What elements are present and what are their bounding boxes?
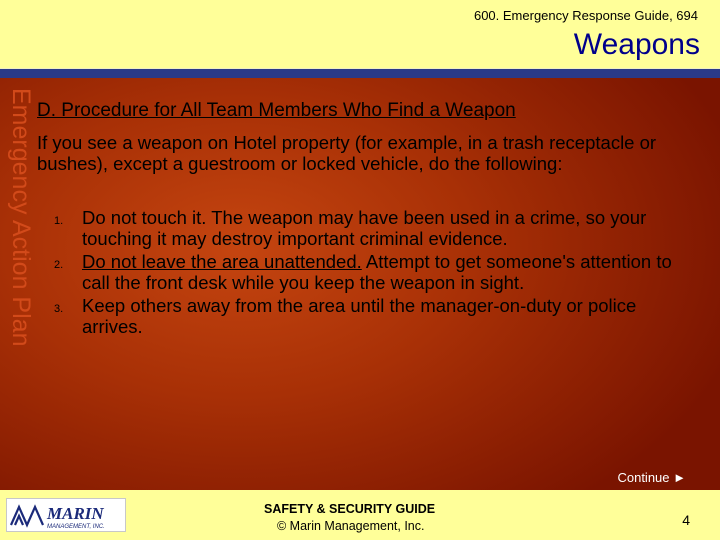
steps-list bbox=[37, 207, 677, 339]
footer-title: SAFETY & SECURITY GUIDE bbox=[264, 502, 436, 516]
list-item bbox=[37, 295, 677, 337]
page-title: Weapons bbox=[573, 28, 700, 61]
page-number: 4 bbox=[682, 512, 690, 528]
continue-link[interactable]: Continue ► bbox=[617, 470, 686, 485]
step-text: Keep others away from the area until the manager-on-duty or police arrives. bbox=[82, 295, 637, 337]
header bbox=[0, 0, 720, 68]
step-lead: Do not leave the area unattended. bbox=[82, 251, 362, 272]
step-number: 2. bbox=[54, 259, 64, 271]
side-label: Emergency Action Plan bbox=[7, 88, 35, 347]
company-logo bbox=[6, 498, 126, 532]
step-text: Do not touch it. The weapon may have been used in a crime, so your touching it may destroy important criminal evidence. bbox=[82, 207, 647, 249]
intro-paragraph: If you see a weapon on Hotel property (for example, in a trash receptacle or bushes), except a guestroom or locked vehicle, do the following: bbox=[37, 132, 657, 174]
list-item bbox=[37, 251, 677, 293]
step-number: 1. bbox=[54, 215, 64, 227]
header-subtitle: 600. Emergency Response Guide, 694 bbox=[473, 8, 698, 23]
section-heading: D. Procedure for All Team Members Who Find a Weapon bbox=[37, 100, 516, 121]
header-divider bbox=[0, 68, 720, 78]
list-item bbox=[37, 207, 677, 249]
footer-copyright: © Marin Management, Inc. bbox=[277, 519, 425, 533]
svg-text:MARIN: MARIN bbox=[47, 504, 104, 523]
step-number: 3. bbox=[54, 303, 64, 315]
svg-text:MANAGEMENT, INC.: MANAGEMENT, INC. bbox=[47, 524, 105, 530]
footer bbox=[0, 490, 720, 540]
step-text: Attempt to get someone's attention to call the front desk while you keep the weapon in sight. bbox=[82, 251, 672, 293]
